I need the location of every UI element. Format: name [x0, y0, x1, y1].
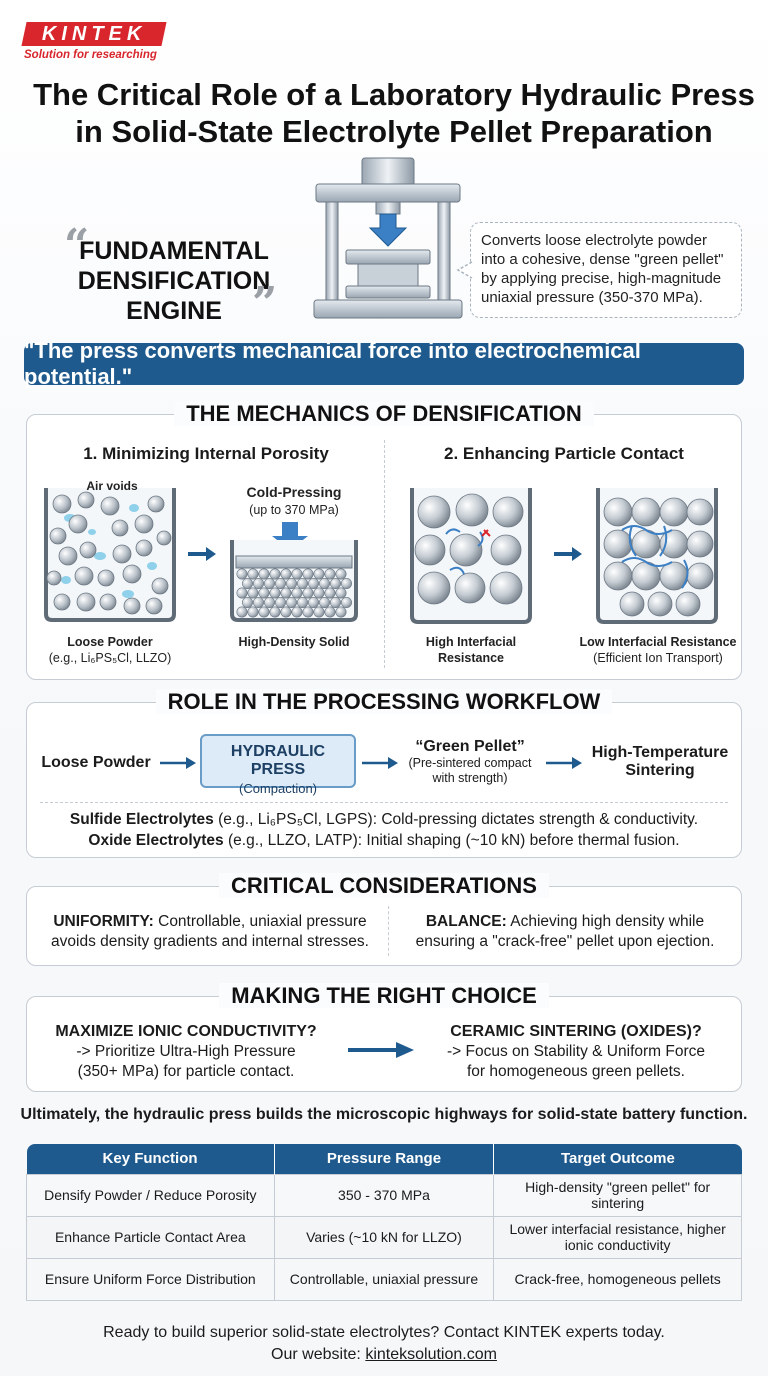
workflow-step-sintering [584, 744, 736, 780]
close-quote-icon: ” [252, 278, 278, 329]
table-cell: Ensure Uniform Force Distribution [27, 1258, 275, 1300]
considerations-divider [388, 906, 389, 956]
oxide-note: Oxide Electrolytes (e.g., LLZO, LATP): Initial shaping (~10 kN) before thermal fusion. [88, 832, 680, 849]
dense-particle [248, 588, 258, 598]
green-pellet-sub2: with strength) [432, 771, 508, 785]
conductivity-line1: -> Prioritize Ultra-High Pressure [76, 1043, 296, 1060]
cold-pressing-label: Cold-Pressing [246, 484, 342, 500]
table-header-cell: Key Function [27, 1144, 275, 1174]
dense-particle [275, 578, 285, 588]
hydraulic-press-label: HYDRAULIC PRESS [230, 743, 326, 778]
dense-particle [281, 569, 291, 579]
compressed-container [226, 520, 362, 624]
green-pellet-sub1: (Pre-sintered compact [408, 756, 532, 770]
workflow-step-loose-powder: Loose Powder [41, 754, 151, 771]
green-pellet-label: “Green Pellet” [415, 738, 525, 755]
sulfide-note: Sulfide Electrolytes (e.g., Li₆PS₅Cl, LGPS): Cold-pressing dictates strength & conductivity. [69, 811, 699, 828]
dense-particle [292, 607, 302, 617]
dense-particle [275, 597, 285, 607]
table-cell: Lower interfacial resistance, higher ionic conductivity [494, 1216, 742, 1258]
dense-particle [292, 588, 302, 598]
low-resistance-container [592, 486, 722, 626]
table-cell: 350 - 370 MPa [274, 1174, 494, 1216]
dense-particle [286, 578, 296, 588]
arrow-right-icon [158, 754, 198, 772]
dense-particle [330, 597, 340, 607]
low-resistance-caption: Low Interfacial Resistance (Efficient Ion Transport) [579, 635, 737, 665]
hero-callout: Converts loose electrolyte powder into a cohesive, dense "green pellet" by applying precise, high-magnitude uniaxial pressure (350-370 MPa). [470, 222, 742, 318]
hydraulic-press-illustration [310, 156, 466, 326]
footer-website [0, 1344, 768, 1365]
website-link[interactable]: kinteksolution.com [365, 1346, 497, 1363]
dense-particle [286, 597, 296, 607]
dense-particle [259, 569, 269, 579]
dense-particle [259, 607, 269, 617]
workflow-divider [40, 802, 728, 803]
high-density-caption: High-Density Solid [238, 635, 350, 649]
table-row [27, 1216, 742, 1258]
air-voids-label: Air voids [86, 479, 138, 493]
table-cell: High-density "green pellet" for sintering [494, 1174, 742, 1216]
dense-particle [330, 578, 340, 588]
porosity-heading: 1. Minimizing Internal Porosity [83, 444, 329, 463]
page-title-line1: The Critical Role of a Laboratory Hydraulic Press [33, 77, 755, 112]
sintering-choice [420, 1022, 732, 1082]
conductivity-line2: (350+ MPa) for particle contact. [77, 1063, 295, 1080]
dense-particle [336, 588, 346, 598]
summary-table-wrap [26, 1144, 742, 1301]
dense-particle [253, 578, 263, 588]
dense-particle [308, 578, 318, 588]
choice-title: MAKING THE RIGHT CHOICE [0, 983, 768, 1009]
dense-particle [319, 597, 329, 607]
sintering-choice-line1: -> Focus on Stability & Uniform Force [447, 1043, 705, 1060]
dense-particle [237, 607, 247, 617]
dense-particle [325, 588, 335, 598]
dense-particle [325, 607, 335, 617]
uniformity-note: UNIFORMITY: Controllable, uniaxial pressure avoids density gradients and internal stresses. [51, 913, 369, 950]
callout-pointer [456, 260, 474, 280]
mechanics-title: THE MECHANICS OF DENSIFICATION [0, 401, 768, 427]
arrow-right-icon [346, 1040, 416, 1060]
dense-particle [270, 588, 280, 598]
table-cell: Controllable, uniaxial pressure [274, 1258, 494, 1300]
table-header-cell: Target Outcome [494, 1144, 742, 1174]
arrow-right-icon [186, 544, 218, 564]
dense-particle [341, 578, 351, 588]
hero-heading-line1: FUNDAMENTAL [79, 237, 269, 265]
dense-particle [270, 607, 280, 617]
workflow-step-green-pellet [396, 738, 544, 786]
considerations-title: CRITICAL CONSIDERATIONS [0, 873, 768, 899]
dense-particle [264, 578, 274, 588]
sintering-line2: Sintering [625, 762, 695, 779]
contact-heading: 2. Enhancing Particle Contact [444, 444, 684, 463]
dense-particle [237, 588, 247, 598]
arrow-right-icon [360, 754, 400, 772]
logo-text: KINTEK [41, 22, 147, 45]
table-row [27, 1174, 742, 1216]
dense-particle [303, 569, 313, 579]
workflow-title: ROLE IN THE PROCESSING WORKFLOW [0, 689, 768, 715]
dense-particle [314, 588, 324, 598]
sintering-choice-line2: for homogeneous green pellets. [466, 1063, 685, 1080]
loose-powder-container [40, 474, 180, 624]
table-cell: Densify Powder / Reduce Porosity [27, 1174, 275, 1216]
dense-particle [341, 597, 351, 607]
table-header-cell: Pressure Range [274, 1144, 494, 1174]
dense-particle [270, 569, 280, 579]
conductivity-heading: MAXIMIZE IONIC CONDUCTIVITY? [55, 1023, 317, 1040]
dense-particle [253, 597, 263, 607]
dense-particle [297, 578, 307, 588]
dense-particle [259, 588, 269, 598]
dense-particle [292, 569, 302, 579]
sintering-line1: High-Temperature [591, 744, 729, 761]
dense-particle [237, 569, 247, 579]
dense-particle [314, 607, 324, 617]
compaction-label: (Compaction) [238, 781, 318, 796]
dense-particle [248, 607, 258, 617]
dense-particle [297, 597, 307, 607]
website-label: Our website: [271, 1346, 366, 1363]
conclusion-text: Ultimately, the hydraulic press builds the microscopic highways for solid-state battery function. [20, 1106, 748, 1123]
dense-particle [319, 578, 329, 588]
dense-particle [264, 597, 274, 607]
dense-particle [314, 569, 324, 579]
table-row [27, 1258, 742, 1300]
brand-logo [21, 22, 166, 46]
workflow-step-hydraulic-press [200, 734, 356, 796]
dense-particle [281, 607, 291, 617]
arrow-right-icon [544, 754, 584, 772]
page-title-line2: in Solid-State Electrolyte Pellet Preparation [75, 114, 713, 149]
dense-particle [336, 569, 346, 579]
balance-note: BALANCE: Achieving high density while ensuring a "crack-free" pellet upon ejection. [415, 913, 715, 950]
dense-particle [303, 607, 313, 617]
footer-cta: Ready to build superior solid-state electrolytes? Contact KINTEK experts today. [103, 1324, 665, 1341]
table-cell: Varies (~10 kN for LLZO) [274, 1216, 494, 1258]
dense-particle [336, 607, 346, 617]
table-cell: Enhance Particle Contact Area [27, 1216, 275, 1258]
mechanics-divider [384, 440, 385, 668]
brand-tagline: Solution for researching [24, 49, 157, 61]
table-cell: Crack-free, homogeneous pellets [494, 1258, 742, 1300]
dense-particle [242, 578, 252, 588]
dense-particle [325, 569, 335, 579]
loose-powder-caption: Loose Powder (e.g., Li₆PS₅Cl, LLZO) [48, 635, 172, 665]
quote-banner: "The press converts mechanical force into electrochemical potential." [24, 343, 744, 385]
dense-particle [308, 597, 318, 607]
sintering-heading: CERAMIC SINTERING (OXIDES)? [450, 1023, 702, 1040]
open-quote-icon: “ [64, 220, 90, 271]
dense-particle [248, 569, 258, 579]
dense-particle [303, 588, 313, 598]
dense-particle [281, 588, 291, 598]
cold-pressing-sub: (up to 370 MPa) [249, 503, 339, 517]
high-resistance-container [406, 486, 536, 626]
high-resistance-caption: High Interfacial Resistance [425, 635, 517, 665]
dense-particle [242, 597, 252, 607]
arrow-right-icon [552, 544, 584, 564]
conductivity-choice [36, 1022, 336, 1082]
summary-table [26, 1144, 742, 1301]
hero-heading-line2: DENSIFICATION ENGINE [77, 267, 271, 325]
table-header-row [27, 1144, 742, 1174]
